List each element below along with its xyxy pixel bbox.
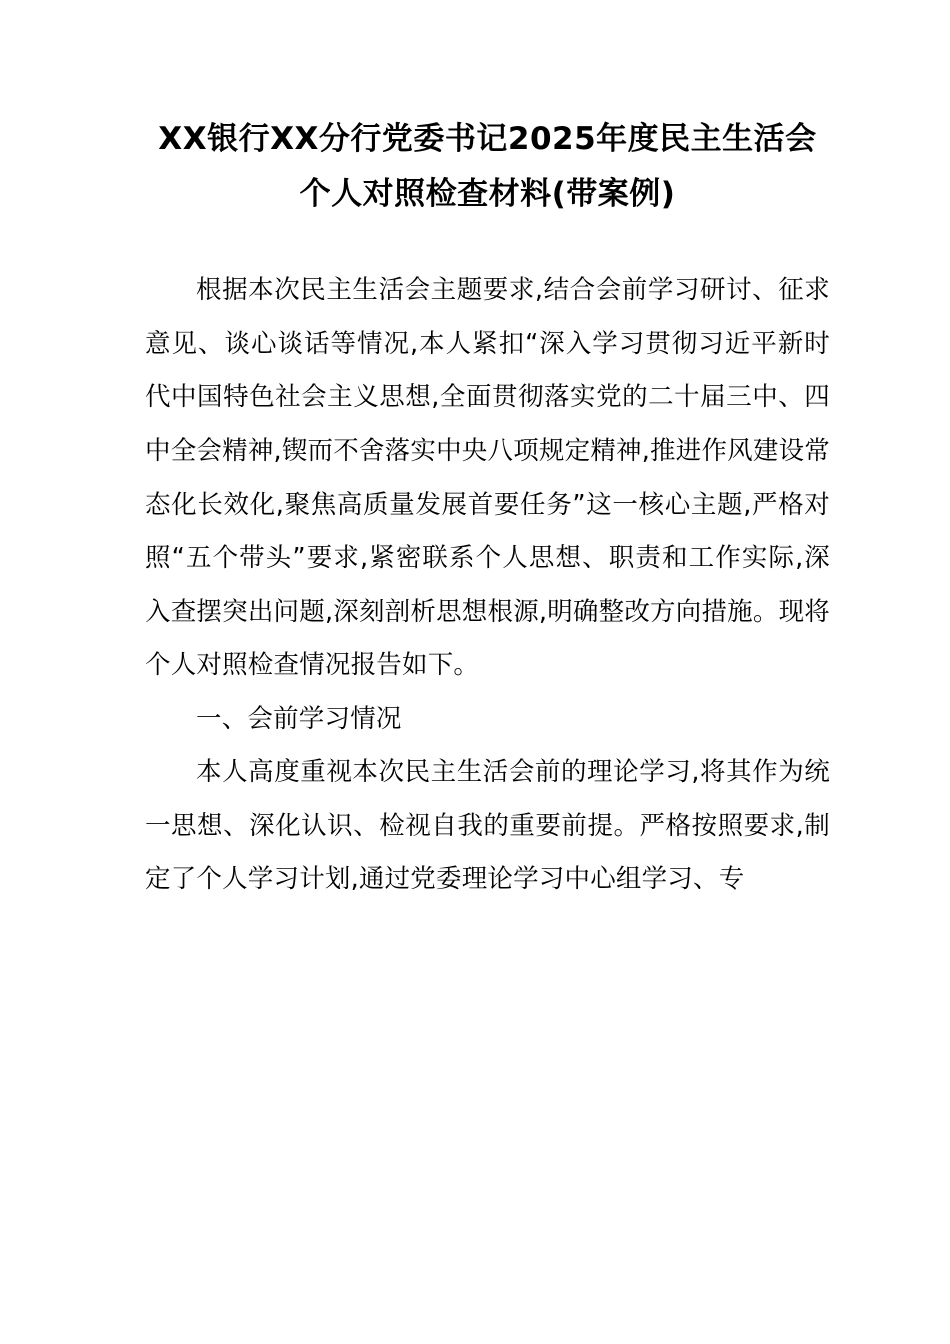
page-title: XX银行XX分行党委书记2025年度民主生活会个人对照检查材料(带案例) xyxy=(158,121,817,213)
section-heading-1: 一、会前学习情况 xyxy=(196,703,402,734)
document-body xyxy=(145,264,830,907)
paragraph-intro: 根据本次民主生活会主题要求,结合会前学习研讨、征求意见、谈心谈话等情况,本人紧扣“深入学习贯彻习近平新时代中国特色社会主义思想,全面贯彻落实党的二十届三中、四中全会精神,锲而不舍落实中央八项规定精神,推进作风建设常态化长效化,聚焦高质量发展首要任务”这一核心主题,严格对照“五个带头”要求,紧密联系个人思想、职责和工作实际,深入查摆突出问题,深刻剖析思想根源,明确整改方向措施。现将个人对照检查情况报告如下。 xyxy=(145,275,830,681)
paragraph-study: 本人高度重视本次民主生活会前的理论学习,将其作为统一思想、深化认识、检视自我的重要前提。严格按照要求,制定了个人学习计划,通过党委理论学习中心组学习、专 xyxy=(145,757,830,895)
